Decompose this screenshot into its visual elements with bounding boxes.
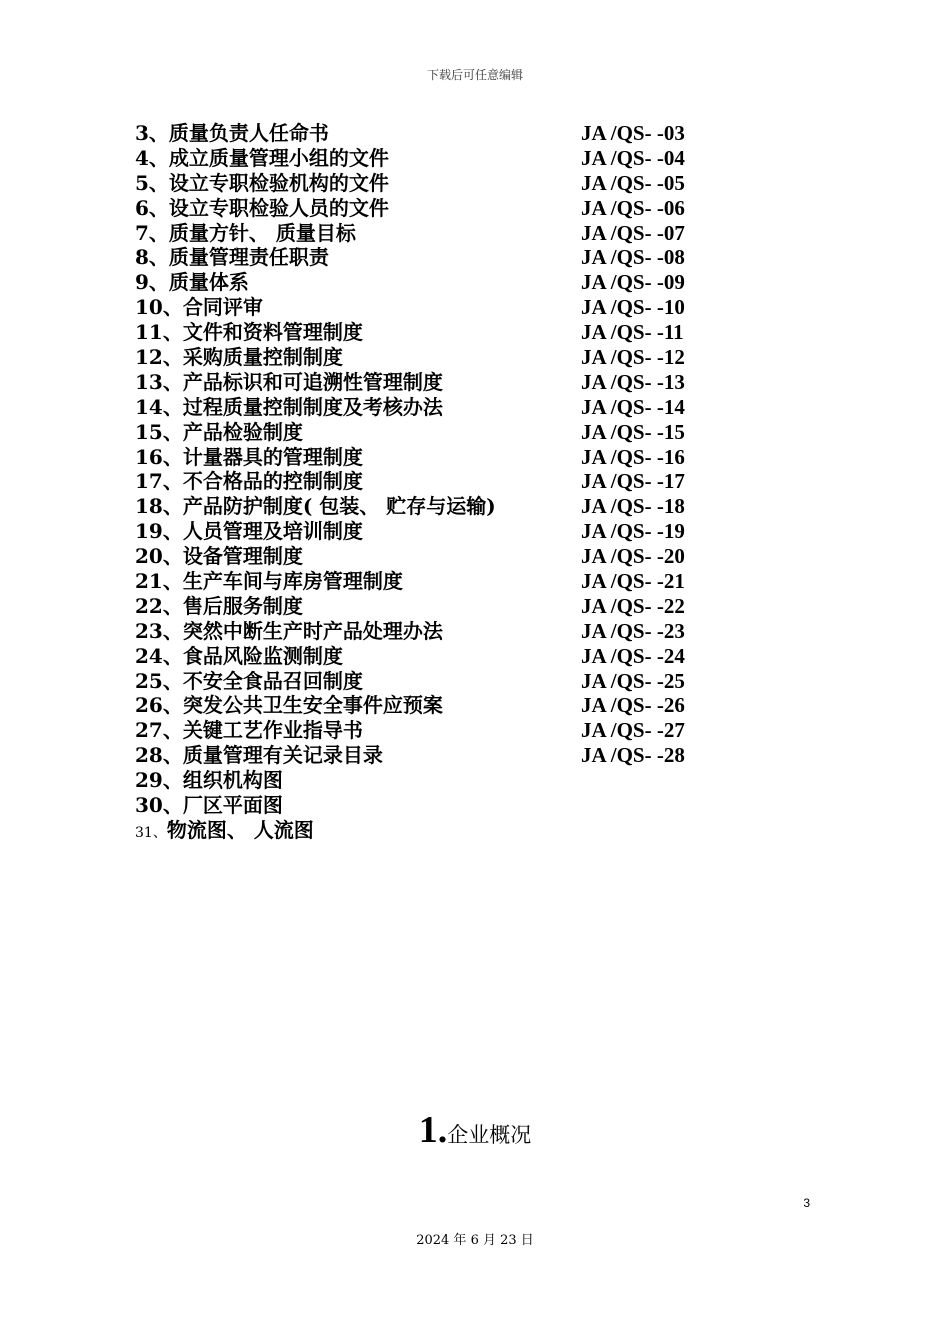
toc-entry — [135, 469, 735, 494]
toc-entry-number: 20 — [135, 544, 163, 569]
toc-entry-number: 15 — [135, 419, 163, 444]
toc-entry-title — [135, 644, 343, 669]
toc-entry-text: 、成立质量管理小组的文件 — [148, 145, 389, 170]
toc-entry — [135, 320, 735, 345]
toc-entry — [135, 121, 735, 146]
toc-entry-title — [135, 320, 363, 345]
toc-entry-text: 、计量器具的管理制度 — [162, 444, 363, 469]
section-heading — [0, 1108, 950, 1152]
toc-entry-number: 26 — [135, 693, 163, 718]
toc-entry — [135, 644, 735, 669]
toc-entry-code: JA /QS- -12 — [581, 345, 685, 370]
toc-entry-number: 16 — [135, 444, 163, 469]
toc-entry-code: JA /QS- -22 — [581, 593, 685, 618]
toc-entry-code: JA /QS- -23 — [581, 618, 685, 643]
toc-entry-title — [135, 295, 263, 320]
toc-entry-text: 、设立专职检验机构的文件 — [148, 170, 389, 195]
toc-entry-number: 5 — [135, 170, 149, 195]
toc-entry-code: JA /QS- -09 — [581, 270, 685, 295]
toc-entry-code: JA /QS- -16 — [581, 444, 685, 469]
section-number: 1. — [418, 1109, 448, 1151]
toc-entry-number: 4 — [135, 145, 149, 170]
toc-entry-number: 18 — [135, 494, 163, 519]
toc-entry-text: 、文件和资料管理制度 — [162, 320, 363, 345]
toc-entry-title — [135, 221, 356, 246]
toc-entry-number: 19 — [135, 519, 163, 544]
toc-entry-code: JA /QS- -03 — [581, 121, 685, 145]
toc-entry-title — [135, 619, 443, 644]
toc-entry-number: 6 — [135, 195, 149, 220]
toc-entry — [135, 594, 735, 619]
toc-entry-title — [135, 818, 314, 846]
toc-entry-code: JA /QS- -21 — [581, 569, 685, 594]
toc-entry-text: 、组织机构图 — [162, 768, 283, 793]
toc-entry — [135, 793, 735, 818]
toc-entry-title — [135, 768, 283, 793]
toc-entry-title — [135, 270, 249, 295]
toc-entry-number: 29 — [135, 768, 163, 793]
toc-entry-text: 、产品防护制度( 包装、 贮存与运输) — [162, 494, 496, 519]
toc-entry-title — [135, 171, 389, 196]
toc-entry-text: 、食品风险监测制度 — [162, 643, 343, 668]
toc-entry-code: JA /QS- -15 — [581, 419, 685, 444]
toc-entry — [135, 221, 735, 246]
toc-entry — [135, 245, 735, 270]
toc-entry-number: 25 — [135, 668, 163, 693]
toc-entry-text: 、不安全食品召回制度 — [162, 668, 363, 693]
toc-entry-title — [135, 594, 303, 619]
toc-entry-code: JA /QS- -18 — [581, 494, 685, 519]
toc-entry-number: 21 — [135, 569, 163, 594]
toc-entry-number: 3 — [135, 121, 149, 145]
toc-entry-title — [135, 445, 363, 470]
toc-entry-number: 27 — [135, 718, 163, 743]
toc-entry-code: JA /QS- -04 — [581, 145, 685, 170]
toc-entry-title — [135, 494, 496, 519]
toc-entry-text: 、产品检验制度 — [162, 419, 303, 444]
toc-entry-code: JA /QS- -14 — [581, 394, 685, 419]
toc-entry-text: 物流图、 人流图 — [166, 817, 314, 842]
toc-entry-title — [135, 345, 343, 370]
toc-entry-text: 、生产车间与库房管理制度 — [162, 569, 403, 594]
toc-entry-text: 、人员管理及培训制度 — [162, 519, 363, 544]
toc-entry-number: 12 — [135, 345, 163, 370]
toc-entry-number: 22 — [135, 593, 163, 618]
footer-date: 2024 年 6 月 23 日 — [416, 1233, 534, 1248]
toc-entry-code: JA /QS- -11 — [581, 320, 684, 345]
toc-entry-text: 、质量管理有关记录目录 — [162, 743, 383, 768]
toc-entry — [135, 494, 735, 519]
toc-entry-text: 、设立专职检验人员的文件 — [148, 195, 389, 220]
toc-entry-text: 、突然中断生产时产品处理办法 — [162, 618, 443, 643]
toc-entry-text: 、设备管理制度 — [162, 544, 303, 569]
toc-entry-title — [135, 519, 363, 544]
toc-entry-text: 、厂区平面图 — [162, 793, 283, 818]
toc-entry-code: JA /QS- -13 — [581, 369, 685, 394]
toc-entry-title — [135, 693, 443, 718]
toc-entry — [135, 818, 735, 843]
toc-entry-number: 31、 — [135, 824, 167, 841]
header-note: 下载后可任意编辑 — [426, 68, 523, 82]
toc-entry-text: 、关键工艺作业指导书 — [162, 718, 363, 743]
toc-entry-text: 、突发公共卫生安全事件应预案 — [162, 693, 443, 718]
toc-entry-code: JA /QS- -28 — [581, 743, 685, 768]
toc-entry-title — [135, 121, 329, 146]
toc-entry — [135, 693, 735, 718]
toc-entry-title — [135, 146, 389, 171]
toc-entry — [135, 345, 735, 370]
toc-entry — [135, 395, 735, 420]
toc-entry-number: 23 — [135, 618, 163, 643]
toc-entry-text: 、不合格品的控制制度 — [162, 469, 363, 494]
toc-entry-code: JA /QS- -26 — [581, 693, 685, 718]
toc-entry — [135, 270, 735, 295]
toc-entry-code: JA /QS- -10 — [581, 295, 685, 320]
toc-entry-number: 30 — [135, 793, 163, 818]
section-title: 企业概况 — [447, 1123, 532, 1147]
toc-entry-text: 、过程质量控制制度及考核办法 — [162, 394, 443, 419]
toc-entry — [135, 544, 735, 569]
toc-entry-text: 、采购质量控制制度 — [162, 345, 343, 370]
toc-entry-title — [135, 245, 329, 270]
toc-entry-code: JA /QS- -27 — [581, 718, 685, 743]
toc-entry — [135, 196, 735, 221]
toc-entry-title — [135, 793, 283, 818]
toc-entry-number: 14 — [135, 394, 163, 419]
toc-entry-title — [135, 569, 403, 594]
toc-entry-code: JA /QS- -25 — [581, 668, 685, 693]
toc-entry-title — [135, 196, 389, 221]
toc-entry-text: 、质量体系 — [148, 270, 249, 295]
page-number: 3 — [803, 1196, 810, 1210]
toc-entry — [135, 718, 735, 743]
toc-entry-title — [135, 669, 363, 694]
toc-entry — [135, 146, 735, 171]
toc-entry — [135, 445, 735, 470]
toc-entry-code: JA /QS- -07 — [581, 220, 685, 245]
toc-entry-code: JA /QS- -19 — [581, 519, 685, 544]
toc-entry-text: 、质量管理责任职责 — [148, 245, 329, 270]
toc-entry — [135, 519, 735, 544]
toc-entry-text: 、质量负责人任命书 — [148, 121, 329, 145]
toc-entry-number: 7 — [135, 220, 149, 245]
toc-entry-title — [135, 718, 363, 743]
toc-entry-number: 28 — [135, 743, 163, 768]
table-of-contents — [135, 121, 735, 843]
toc-entry — [135, 420, 735, 445]
toc-entry — [135, 768, 735, 793]
toc-entry-code: JA /QS- -06 — [581, 195, 685, 220]
toc-entry — [135, 569, 735, 594]
toc-entry — [135, 171, 735, 196]
toc-entry — [135, 669, 735, 694]
toc-entry-text: 、合同评审 — [162, 295, 263, 320]
toc-entry — [135, 370, 735, 395]
toc-entry-code: JA /QS- -17 — [581, 469, 685, 494]
toc-entry-number: 24 — [135, 643, 163, 668]
toc-entry-title — [135, 544, 303, 569]
toc-entry-code: JA /QS- -08 — [581, 245, 685, 270]
toc-entry-title — [135, 395, 443, 420]
toc-entry-text: 、产品标识和可追溯性管理制度 — [162, 369, 443, 394]
toc-entry-number: 10 — [135, 295, 163, 320]
toc-entry-title — [135, 370, 443, 395]
toc-entry-number: 8 — [135, 245, 149, 270]
toc-entry-number: 11 — [135, 320, 163, 345]
toc-entry-title — [135, 420, 303, 445]
toc-entry-title — [135, 469, 363, 494]
toc-entry-code: JA /QS- -05 — [581, 170, 685, 195]
toc-entry-title — [135, 743, 383, 768]
toc-entry-code: JA /QS- -24 — [581, 643, 685, 668]
toc-entry-number: 9 — [135, 270, 149, 295]
toc-entry-number: 17 — [135, 469, 163, 494]
toc-entry-text: 、售后服务制度 — [162, 593, 303, 618]
toc-entry-number: 13 — [135, 369, 163, 394]
toc-entry — [135, 619, 735, 644]
toc-entry — [135, 743, 735, 768]
toc-entry — [135, 295, 735, 320]
toc-entry-text: 、质量方针、 质量目标 — [148, 220, 356, 245]
toc-entry-code: JA /QS- -20 — [581, 544, 685, 569]
